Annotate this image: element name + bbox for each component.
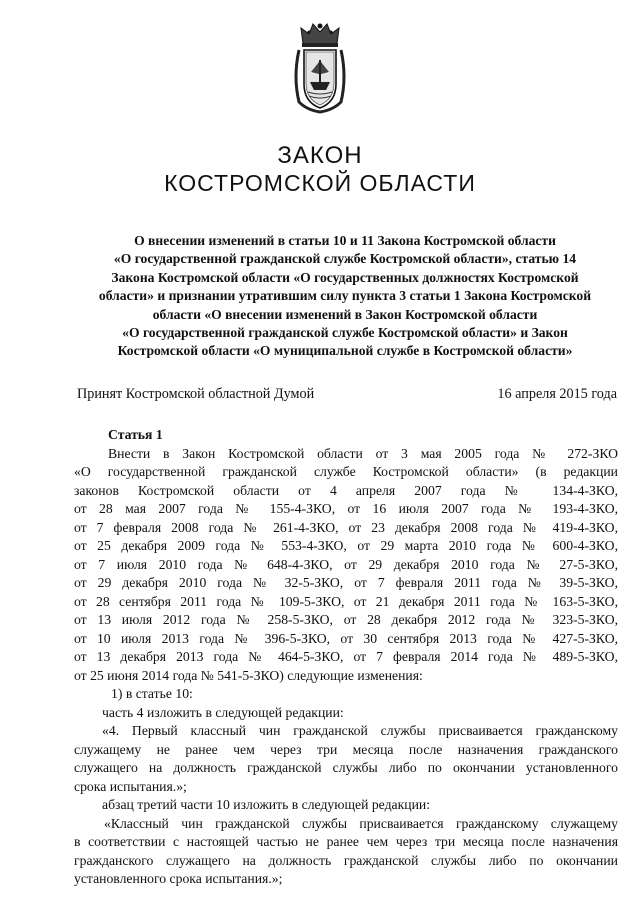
- body-line: законов Костромской области от 4 апреля 2007 года № 134-4-ЗКО,: [74, 482, 618, 498]
- subject-line: «О государственной гражданской службе Костромской области» и Закон: [122, 325, 568, 341]
- document-body: [74, 426, 618, 889]
- quoted-line: в соответствии с настоящей частью не ранее чем через три месяца после назначения: [74, 834, 618, 849]
- body-line: от 13 июля 2012 года № 258-5-ЗКО, от 28 декабря 2012 года № 323-5-ЗКО,: [74, 612, 618, 627]
- quoted-line: служащему не ранее чем через три месяца после назначения гражданского: [74, 741, 618, 757]
- article-heading: Статья 1: [108, 427, 163, 442]
- quoted-line: «4. Первый классный чин гражданской службы присваивается гражданскому: [102, 723, 618, 738]
- quoted-line: служащего на должность гражданской службы либо по окончании установленного: [74, 760, 618, 775]
- law-title: ЗАКОН: [277, 142, 363, 169]
- body-line: «О государственной гражданской службе Костромской области» (в редакции: [74, 464, 618, 479]
- body-line: абзац третий части 10 изложить в следующей редакции:: [102, 797, 431, 812]
- coat-of-arms-emblem: [291, 22, 349, 114]
- body-line: от 10 июля 2013 года № 396-5-ЗКО, от 30 сентября 2013 года № 427-5-ЗКО,: [74, 630, 618, 646]
- list-item-point: 1) в статье 10:: [111, 686, 193, 701]
- subject-line: «О государственной гражданской службе Костромской области», статью 14: [113, 251, 577, 267]
- body-line: от 28 сентября 2011 года № 109-5-ЗКО, от 21 декабря 2011 года № 163-5-ЗКО,: [74, 593, 618, 609]
- body-line: от 13 декабря 2013 года № 464-5-ЗКО, от 7 февраля 2014 года № 489-5-ЗКО,: [74, 649, 618, 664]
- law-subject-heading: [72, 232, 618, 361]
- body-line: от 25 декабря 2009 года № 553-4-ЗКО, от 29 марта 2010 года № 600-4-ЗКО,: [74, 538, 618, 553]
- body-line: от 7 июля 2010 года № 648-4-ЗКО, от 29 декабря 2010 года № 27-5-ЗКО,: [74, 556, 618, 572]
- body-line: Внести в Закон Костромской области от 3 мая 2005 года № 272-ЗКО: [108, 445, 618, 461]
- subject-line: О внесении изменений в статьи 10 и 11 Закона Костромской области: [134, 233, 556, 248]
- body-line: от 29 декабря 2010 года № 32-5-ЗКО, от 7 февраля 2011 года № 39-5-ЗКО,: [74, 575, 618, 590]
- adoption-text: Принят Костромской областной Думой: [77, 386, 315, 402]
- quoted-line: гражданского служащего на должность гражданской службы либо по окончании: [74, 852, 618, 868]
- body-line: от 25 июня 2014 года № 541-5-ЗКО) следующие изменения:: [74, 667, 423, 683]
- subject-line: области» и признании утратившим силу пункта 3 статьи 1 Закона Костромской: [98, 288, 592, 304]
- quoted-line: «Классный чин гражданской службы присваивается гражданскому служащему: [104, 815, 618, 831]
- subject-line: Костромской области «О муниципальной службе в Костромской области»: [117, 343, 573, 359]
- subject-line: области «О внесении изменений в Закон Костромской области: [152, 306, 538, 322]
- adoption-date: 16 апреля 2015 года: [497, 386, 617, 402]
- body-line: от 7 февраля 2008 года № 261-4-ЗКО, от 23 декабря 2008 года № 419-4-ЗКО,: [74, 519, 618, 535]
- adoption-line: [77, 386, 617, 403]
- body-line: от 28 мая 2007 года № 155-4-ЗКО, от 16 июля 2007 года № 193-4-ЗКО,: [74, 501, 618, 516]
- quoted-line: срока испытания.»;: [74, 778, 187, 794]
- quoted-line: установленного срока испытания.»;: [74, 871, 283, 886]
- body-line: часть 4 изложить в следующей редакции:: [102, 704, 344, 720]
- law-region-title: КОСТРОМСКОЙ ОБЛАСТИ: [164, 170, 476, 196]
- subject-line: Закона Костромской области «О государственных должностях Костромской: [111, 269, 579, 285]
